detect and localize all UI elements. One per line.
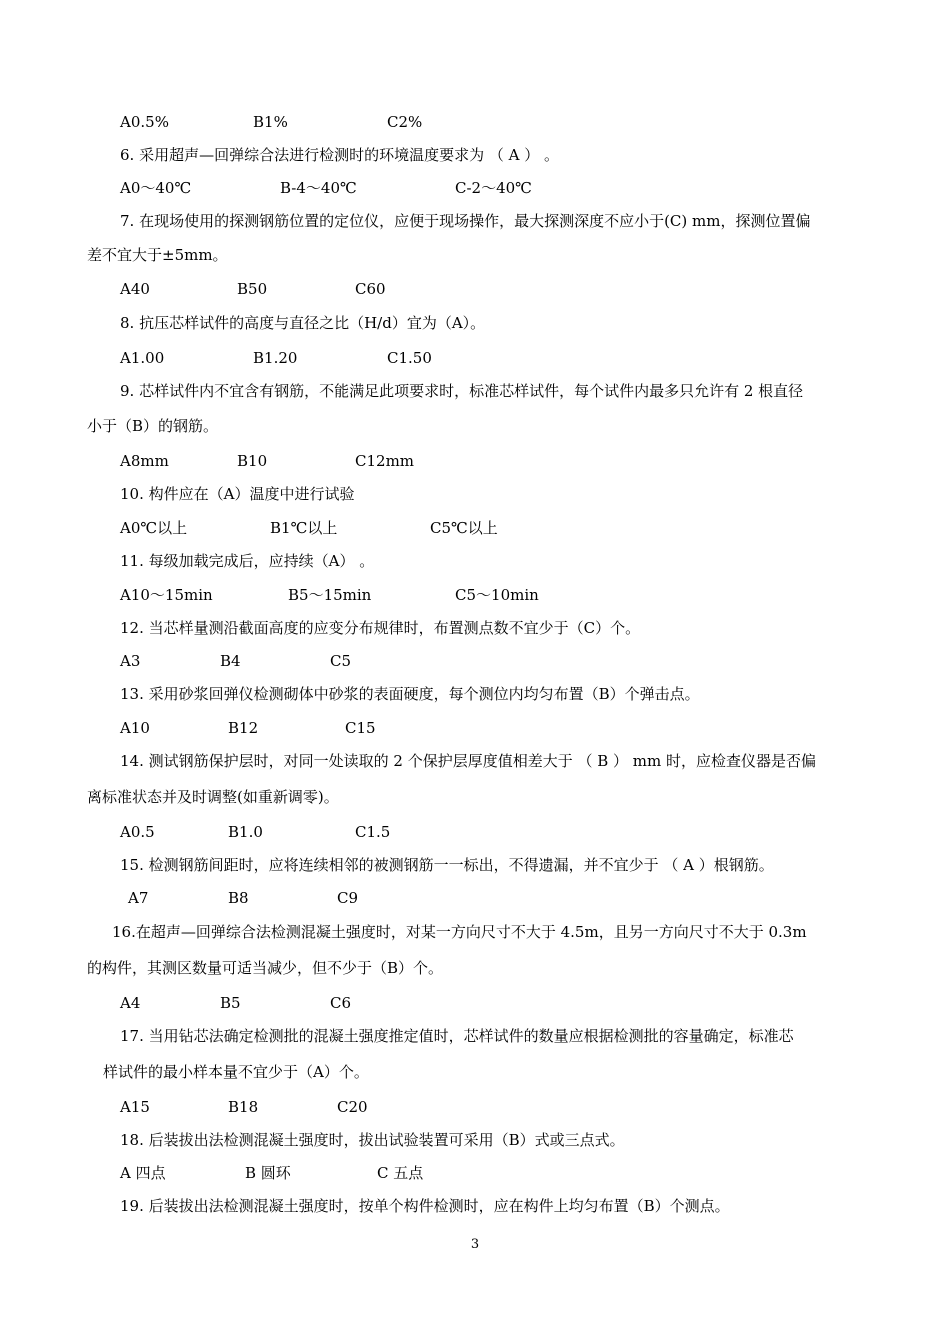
q18-text: 18. 后装拔出法检测混凝土强度时，拔出试验装置可采用（B）式或三点式。 — [120, 1131, 625, 1149]
q18-option-a: A 四点 — [120, 1164, 166, 1182]
q10-option-b: B1℃以上 — [270, 519, 338, 537]
q5-option-b: B1% — [253, 113, 288, 131]
q15-option-a: A7 — [128, 889, 149, 907]
q19-text: 19. 后装拔出法检测混凝土强度时，按单个构件检测时，应在构件上均匀布置（B）个测点。 — [120, 1197, 730, 1215]
q7-text-line1: 7. 在现场使用的探测钢筋位置的定位仪，应便于现场操作，最大探测深度不应小于(C) mm，探测位置偏 — [120, 212, 811, 230]
q14-option-a: A0.5 — [120, 823, 155, 841]
q8-option-c: C1.50 — [387, 349, 432, 367]
q17-option-a: A15 — [120, 1098, 150, 1116]
q15-option-c: C9 — [337, 889, 359, 907]
q13-option-b: B12 — [228, 719, 259, 737]
q6-option-c: C-2～40℃ — [455, 179, 532, 197]
q11-text: 11. 每级加载完成后，应持续（A） 。 — [120, 552, 375, 570]
q12-option-c: C5 — [330, 652, 352, 670]
q10-text: 10. 构件应在（A）温度中进行试验 — [120, 485, 355, 503]
q8-text: 8. 抗压芯样试件的高度与直径之比（H/d）宜为（A）。 — [120, 314, 486, 332]
q16-option-b: B5 — [220, 994, 241, 1012]
page-number: 3 — [470, 1237, 480, 1252]
q5-option-c: C2% — [387, 113, 423, 131]
q14-option-c: C1.5 — [355, 823, 391, 841]
q18-option-c: C 五点 — [377, 1164, 424, 1182]
q6-text: 6. 采用超声—回弹综合法进行检测时的环境温度要求为 （ A ） 。 — [120, 146, 559, 164]
q12-option-a: A3 — [120, 652, 141, 670]
q12-text: 12. 当芯样量测沿截面高度的应变分布规律时，布置测点数不宜少于（C）个。 — [120, 619, 641, 637]
q6-option-a: A0～40℃ — [120, 179, 192, 197]
q9-option-b: B10 — [237, 452, 268, 470]
q15-text: 15. 检测钢筋间距时，应将连续相邻的被测钢筋一一标出，不得遗漏，并不宜少于 （ A ）根钢筋。 — [120, 856, 774, 874]
q13-option-a: A10 — [120, 719, 150, 737]
q7-text-line2: 差不宜大于±5mm。 — [87, 246, 228, 264]
q7-option-b: B50 — [237, 280, 268, 298]
q9-text-line1: 9. 芯样试件内不宜含有钢筋，不能满足此项要求时，标准芯样试件，每个试件内最多只允许有 2 根直径 — [120, 382, 804, 400]
q17-option-c: C20 — [337, 1098, 368, 1116]
q17-text-line1: 17. 当用钻芯法确定检测批的混凝土强度推定值时，芯样试件的数量应根据检测批的容量确定，标准芯 — [120, 1027, 794, 1045]
q11-option-b: B5～15min — [288, 586, 372, 604]
q13-option-c: C15 — [345, 719, 376, 737]
q5-option-a: A0.5% — [120, 113, 169, 131]
q9-text-line2: 小于（B）的钢筋。 — [87, 417, 219, 435]
q10-option-c: C5℃以上 — [430, 519, 498, 537]
q12-option-b: B4 — [220, 652, 241, 670]
q14-option-b: B1.0 — [228, 823, 263, 841]
q9-option-c: C12mm — [355, 452, 415, 470]
q10-option-a: A0℃以上 — [120, 519, 188, 537]
q17-text-line2: 样试件的最小样本量不宜少于（A）个。 — [103, 1063, 369, 1081]
q16-option-a: A4 — [120, 994, 141, 1012]
q9-option-a: A8mm — [120, 452, 169, 470]
q14-text-line1: 14. 测试钢筋保护层时，对同一处读取的 2 个保护层厚度值相差大于 （ B ） mm 时，应检查仪器是否偏 — [120, 752, 817, 770]
q7-option-c: C60 — [355, 280, 386, 298]
q14-text-line2: 离标准状态并及时调整(如重新调零)。 — [87, 788, 339, 806]
q15-option-b: B8 — [228, 889, 249, 907]
q16-text-line2: 的构件，其测区数量可适当减少，但不少于（B）个。 — [87, 959, 444, 977]
q8-option-b: B1.20 — [253, 349, 298, 367]
q11-option-c: C5～10min — [455, 586, 539, 604]
q18-option-b: B 圆环 — [245, 1164, 291, 1182]
q16-option-c: C6 — [330, 994, 352, 1012]
q6-option-b: B-4～40℃ — [280, 179, 357, 197]
q13-text: 13. 采用砂浆回弹仪检测砌体中砂浆的表面硬度，每个测位内均匀布置（B）个弹击点。 — [120, 685, 700, 703]
q8-option-a: A1.00 — [120, 349, 165, 367]
q16-text-line1: 16.在超声—回弹综合法检测混凝土强度时，对某一方向尺寸不大于 4.5m，且另一方向尺寸不大于 0.3m — [112, 923, 807, 941]
q17-option-b: B18 — [228, 1098, 259, 1116]
q7-option-a: A40 — [120, 280, 150, 298]
q11-option-a: A10～15min — [120, 586, 213, 604]
